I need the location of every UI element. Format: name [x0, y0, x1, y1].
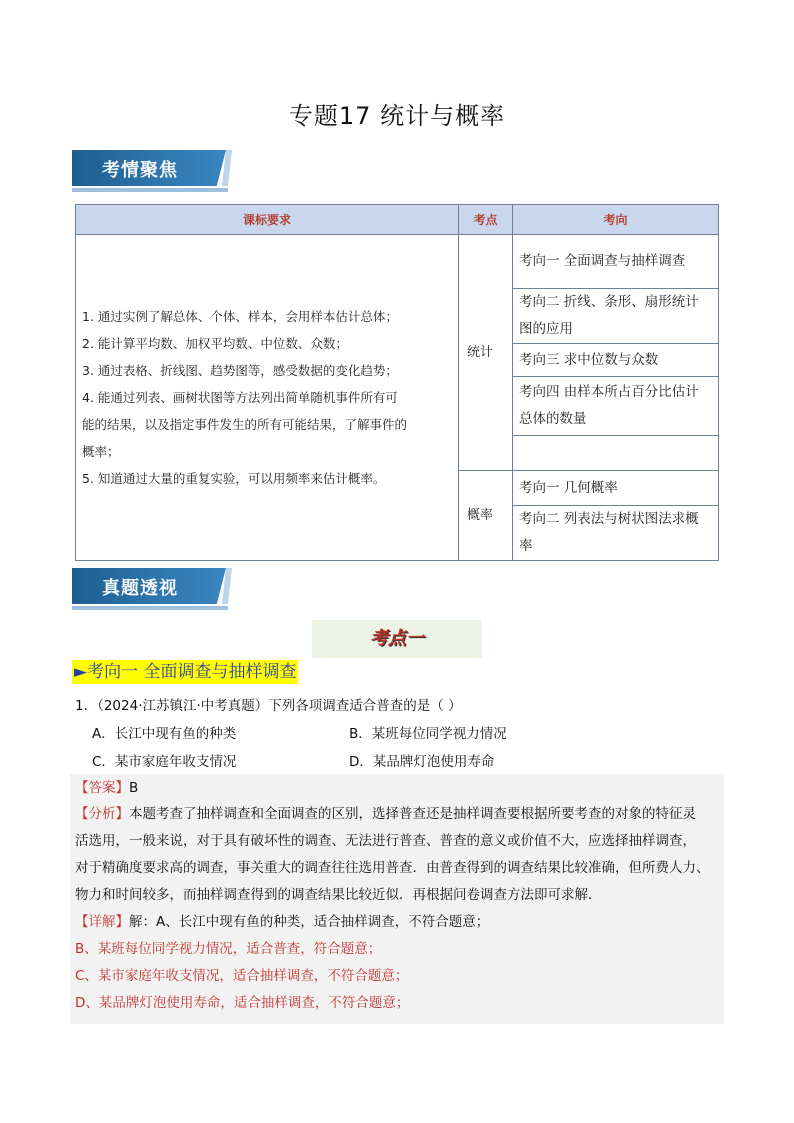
header-direction: 考向	[513, 205, 719, 235]
kaodian-label: 考点一	[370, 628, 424, 649]
table-header-row	[76, 205, 719, 235]
direction-stat-2: 考向二 折线、条形、扇形统计图的应用	[513, 289, 719, 344]
topic-statistics: 统计	[459, 235, 513, 471]
detail-line: B、某班每位同学视力情况，适合普查，符合题意；	[75, 941, 382, 957]
answer-tag: 【答案】	[75, 780, 129, 796]
analysis-text: 本题考查了抽样调查和全面调查的区别，选择普查还是抽样调查要根据所要考查的对象的特征灵	[129, 806, 696, 822]
detail-tag: 【详解】	[75, 914, 129, 930]
direction-stat-3: 考向三 求中位数与众数	[513, 344, 719, 377]
answer-line	[75, 778, 735, 798]
answer-value: B	[129, 780, 139, 796]
requirements-cell	[76, 235, 459, 561]
analysis-line: 物力和时间较多，而抽样调查得到的调查结果比较近似．再根据问卷调查方法即可求解．	[75, 887, 602, 903]
header-topic: 考点	[459, 205, 513, 235]
banner-label: 考情聚焦	[102, 160, 178, 181]
direction-heading: ►考向一 全面调查与抽样调查	[74, 662, 297, 682]
requirement-line: 概率；	[82, 444, 120, 459]
page-title: 专题17 统计与概率	[288, 102, 506, 130]
analysis-tag: 【分析】	[75, 806, 129, 822]
detail-text: 解：A、长江中现有鱼的种类，适合抽样调查，不符合题意；	[129, 914, 490, 930]
topic-probability: 概率	[459, 471, 513, 561]
requirement-line: 4. 能通过列表、画树状图等方法列出简单随机事件所有可	[82, 390, 398, 405]
direction-stat-5	[513, 436, 719, 471]
requirement-line: 1. 通过实例了解总体、个体、样本，会用样本估计总体；	[82, 309, 398, 324]
banner-label: 真题透视	[102, 578, 178, 599]
section-banner-kaoqing	[72, 150, 232, 194]
detail-line: D、某品牌灯泡使用寿命，适合抽样调查，不符合题意；	[75, 995, 410, 1011]
detail-line	[75, 912, 735, 932]
option-b: B．某班每位同学视力情况	[349, 726, 507, 742]
requirement-line: 能的结果，以及指定事件发生的所有可能结果，了解事件的	[82, 417, 408, 432]
direction-prob-2: 考向二 列表法与树状图法求概率	[513, 506, 719, 561]
direction-stat-1: 考向一 全面调查与抽样调查	[513, 235, 719, 289]
direction-prob-1: 考向一 几何概率	[513, 471, 719, 506]
requirement-line: 5. 知道通过大量的重复实验，可以用频率来估计概率。	[82, 471, 386, 486]
analysis-line	[75, 804, 735, 824]
option-a: A．长江中现有鱼的种类	[92, 726, 237, 742]
header-requirements: 课标要求	[76, 205, 459, 235]
option-c: C．某市家庭年收支情况	[92, 754, 237, 770]
option-d: D．某品牌灯泡使用寿命	[349, 754, 495, 770]
section-banner-zhenti	[72, 568, 232, 612]
question-text: 1．（2024·江苏镇江·中考真题）下列各项调查适合普查的是（ ）	[75, 698, 462, 714]
detail-line: C、某市家庭年收支情况，适合抽样调查，不符合题意；	[75, 968, 409, 984]
kaodian-label-box	[312, 620, 482, 658]
requirement-line: 3. 通过表格、折线图、趋势图等，感受数据的变化趋势；	[82, 363, 398, 378]
requirement-line: 2. 能计算平均数、加权平均数、中位数、众数；	[82, 336, 348, 351]
requirements-table	[75, 204, 719, 561]
analysis-line: 对于精确度要求高的调查，事关重大的调查往往选用普查．由普查得到的调查结果比较准确，但所费人力、	[75, 860, 710, 876]
analysis-line: 活选用，一般来说，对于具有破坏性的调查、无法进行普查、普查的意义或价值不大，应选择抽样调查，	[75, 833, 696, 849]
direction-stat-4: 考向四 由样本所占百分比估计总体的数量	[513, 377, 719, 436]
